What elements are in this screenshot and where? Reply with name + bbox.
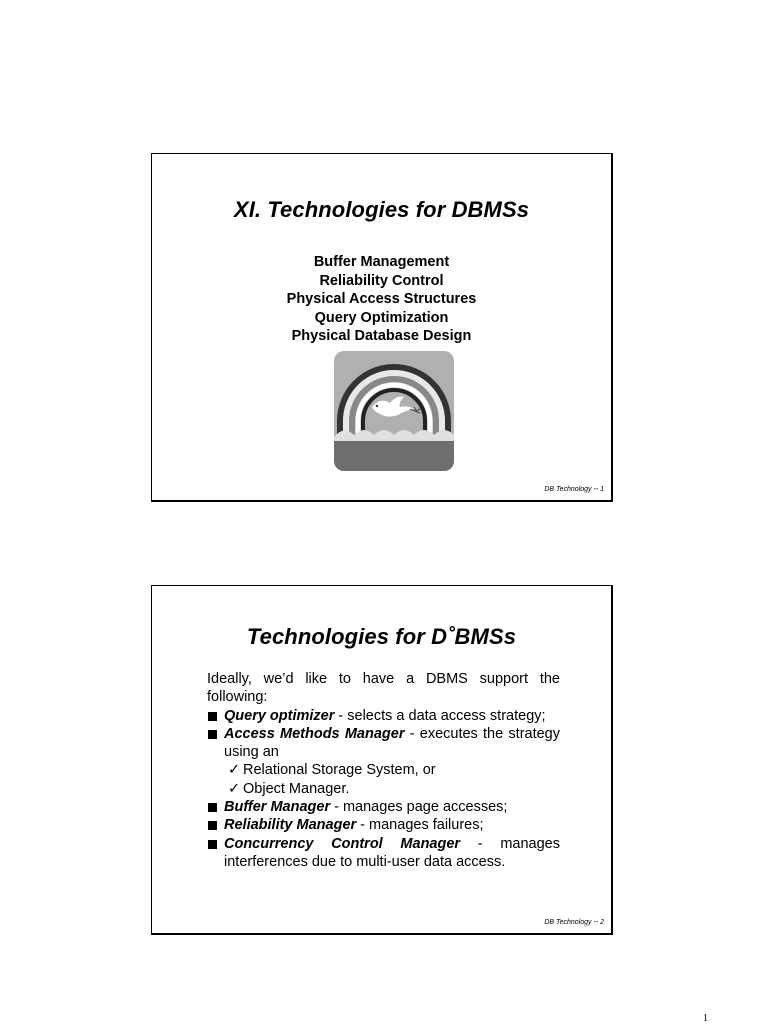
rainbow-dove-logo-icon — [334, 351, 454, 471]
bullet-text: - selects a data access strategy; — [334, 707, 546, 724]
square-bullet-icon — [208, 803, 217, 812]
topic-item: Buffer Management — [313, 254, 450, 270]
bullet-term: Access Methods Manager — [224, 725, 405, 742]
sub-item — [207, 780, 560, 798]
square-bullet-icon — [208, 730, 217, 739]
topic-item: Physical Access Structures — [286, 291, 477, 308]
slide-2 — [151, 585, 613, 935]
bullet-item — [207, 725, 560, 762]
bullet-item — [207, 835, 560, 872]
sub-item-text: Object Manager. — [243, 780, 350, 797]
topic-item: Query Optimization — [314, 309, 449, 326]
bullet-text: - manages failures; — [356, 817, 484, 834]
check-icon: ✓ — [228, 780, 241, 797]
bullet-item — [207, 798, 560, 816]
square-bullet-icon — [208, 840, 217, 849]
slide-2-title: Technologies for D˚BMSs — [246, 624, 517, 649]
bullet-term: Reliability Manager — [224, 817, 357, 834]
square-bullet-icon — [208, 712, 217, 721]
intro-paragraph: Ideally, we’d like to have a DBMS support the following: — [207, 671, 560, 706]
sub-item — [207, 761, 560, 779]
slide-1-topic-list — [152, 253, 611, 346]
check-icon: ✓ — [228, 762, 241, 779]
slide-1 — [151, 153, 613, 502]
slide-2-body — [207, 670, 560, 871]
topic-item: Physical Database Design — [291, 328, 472, 345]
bullet-item — [207, 816, 560, 834]
bullet-term: Concurrency Control Manager — [224, 835, 461, 852]
slide-1-footer: DB Technology -- 1 — [544, 486, 604, 493]
slide-2-footer: DB Technology -- 2 — [544, 919, 604, 926]
slide-1-title: XI. Technologies for DBMSs — [233, 197, 530, 222]
bullet-term: Query optimizer — [224, 707, 335, 724]
sub-item-text: Relational Storage System, or — [243, 762, 436, 779]
page-number: 1 — [703, 1013, 708, 1024]
bullet-text: - manages page accesses; — [330, 799, 508, 816]
square-bullet-icon — [208, 821, 217, 830]
bullet-text: - executes the strategy using an — [224, 725, 560, 761]
bullet-item — [207, 707, 560, 725]
topic-item: Reliability Control — [319, 272, 444, 289]
bullet-term: Buffer Manager — [224, 799, 331, 816]
bullet-text: - manages interferences due to multi-user data access. — [224, 835, 560, 870]
